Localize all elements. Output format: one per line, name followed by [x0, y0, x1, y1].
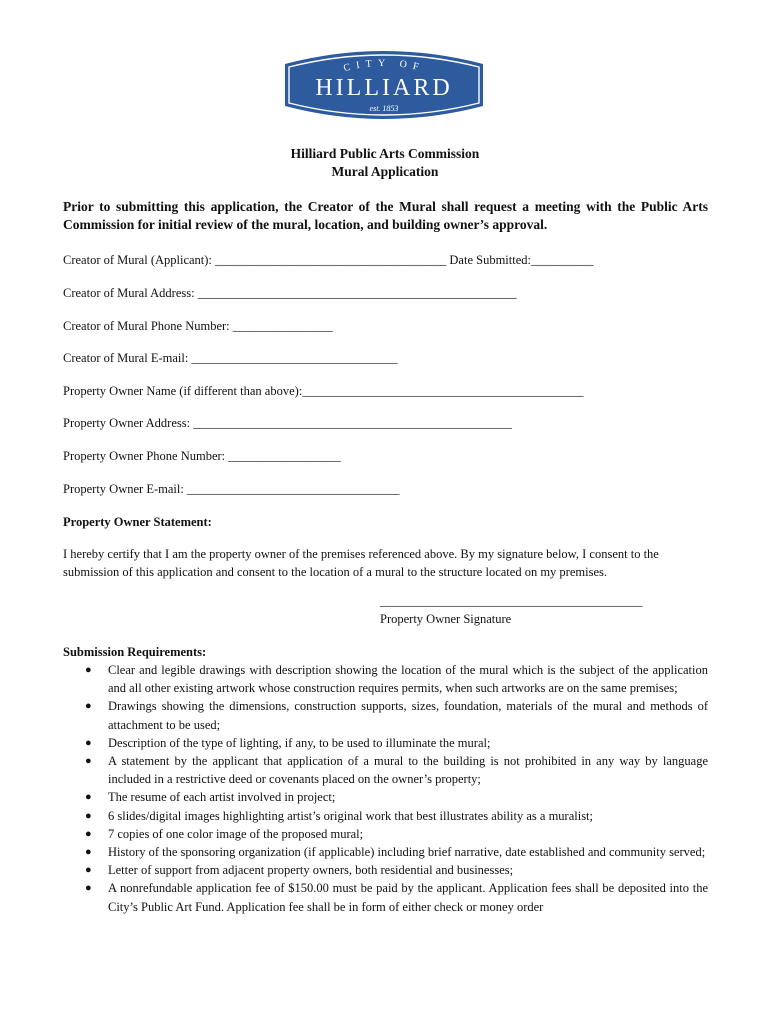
field-creator-phone[interactable]: Creator of Mural Phone Number: ________________	[63, 319, 333, 333]
bullet-icon: ●	[85, 700, 92, 713]
document-title: Hilliard Public Arts Commission	[290, 146, 480, 161]
bullet-icon: ●	[85, 846, 92, 859]
field-owner-email[interactable]: Property Owner E-mail: __________________________________	[63, 482, 400, 496]
field-owner-phone[interactable]: Property Owner Phone Number: __________________	[63, 449, 341, 463]
owner-statement-text: I hereby certify that I am the property owner of the premises referenced above. By my signature below, I consent to the submission of this application and consent to the location of a mural to the structure located on my premises.	[63, 547, 659, 579]
requirements-heading: Submission Requirements:	[63, 645, 207, 659]
logo-city-of-text: CITY OF	[342, 57, 426, 75]
field-creator-address[interactable]: Creator of Mural Address: ___________________________________________________	[63, 286, 517, 300]
owner-statement-heading: Property Owner Statement:	[63, 515, 212, 529]
list-item: ● A statement by the applicant that application of a mural to the building is not prohibited in any way by language included in a restrictive deed or covenants placed on the owner’s property;	[85, 754, 708, 787]
list-item: ● 7 copies of one color image of the proposed mural;	[63, 825, 708, 843]
list-item: ● History of the sponsoring organization (if applicable) including brief narrative, date established and community served;	[63, 843, 708, 861]
list-item: ● A nonrefundable application fee of $150.00 must be paid by the applicant. Application fees shall be deposited into the City’s Public Art Fund. Application fee shall be in form of either check or money order	[85, 881, 708, 914]
intro-paragraph: Prior to submitting this application, the Creator of the Mural shall request a meeting with the Public Arts Commission for initial review of the mural, location, and building owner’s approval.	[63, 199, 708, 232]
list-item: ● Letter of support from adjacent property owners, both residential and businesses;	[63, 861, 708, 879]
bullet-icon: ●	[85, 664, 92, 676]
signature-label: Property Owner Signature	[380, 612, 512, 626]
city-logo	[279, 46, 489, 124]
field-owner-address[interactable]: Property Owner Address: ___________________________________________________	[63, 416, 512, 430]
list-item: ● 6 slides/digital images highlighting artist’s original work that best illustrates ability as a muralist;	[63, 807, 708, 825]
bullet-icon: ●	[85, 882, 92, 895]
list-item: ● Description of the type of lighting, if any, to be used to illuminate the mural;	[63, 734, 708, 752]
requirements-list	[63, 661, 708, 916]
bullet-icon: ●	[85, 864, 92, 877]
document-subtitle: Mural Application	[331, 164, 439, 179]
bullet-icon: ●	[85, 791, 92, 804]
signature-line[interactable]: __________________________________________	[380, 594, 643, 608]
list-item: ● Drawings showing the dimensions, construction supports, sizes, foundation, materials of the mural and methods of attachment to be used;	[85, 699, 708, 732]
list-item: ● The resume of each artist involved in project;	[63, 788, 708, 806]
logo-established-text: est. 1853	[369, 104, 399, 113]
bullet-icon: ●	[85, 809, 92, 822]
logo-name-text: HILLIARD	[315, 75, 453, 101]
list-item: ● Clear and legible drawings with description showing the location of the mural which is the subject of the application and all other existing artwork whose construction requires permits, when such artworks are on the same premises;	[85, 663, 708, 696]
field-creator[interactable]: Creator of Mural (Applicant): _____________________________________ Date Submitted:__________	[63, 253, 594, 267]
bullet-icon: ●	[85, 736, 92, 749]
field-owner-name[interactable]: Property Owner Name (if different than above):_____________________________________________	[63, 384, 584, 398]
bullet-icon: ●	[85, 827, 92, 840]
bullet-icon: ●	[85, 755, 92, 768]
field-creator-email[interactable]: Creator of Mural E-mail: _________________________________	[63, 351, 398, 365]
